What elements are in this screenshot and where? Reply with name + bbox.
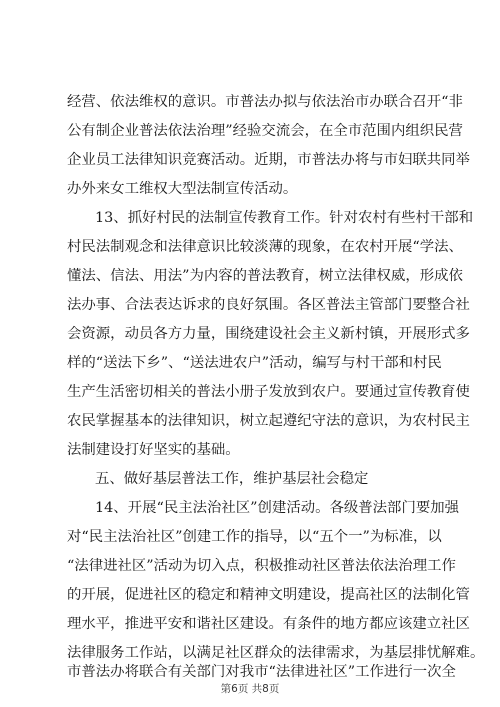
paragraph-line: 农民掌握基本的法律知识，树立起遵纪守法的意识，为农村民主	[67, 413, 470, 429]
paragraph-line: 经营、依法维权的意识。市普法办拟与依法治市办联合召开“非	[67, 94, 463, 110]
paragraph-line: 企业员工法律知识竞赛活动。近期，市普法办将与市妇联共同举	[67, 152, 470, 168]
paragraph-line: 懂法、信法、用法”为内容的普法教育，树立法律权威，形成依	[67, 268, 463, 284]
paragraph-line: 法制建设打好坚实的基础。	[67, 442, 240, 458]
paragraph-line: 对“民主法治社区”创建工作的指导，以“五个一”为标准，以	[67, 529, 442, 545]
paragraph-line: 办外来女工维权大型法制宣传活动。	[67, 181, 298, 197]
paragraph-line: 理水平，推进平安和谐社区建设。有条件的地方都应该建立社区	[67, 616, 470, 632]
paragraph-line: 公有制企业普法依法治理”经验交流会，在全市范围内组织民营	[67, 123, 463, 139]
section-heading: 五、做好基层普法工作，维护基层社会稳定	[95, 471, 369, 487]
paragraph-line: 13、抓好村民的法制宣传教育工作。针对农村有些村干部和	[95, 210, 474, 226]
paragraph-line: 生产生活密切相关的普法小册子发放到农户。要通过宣传教育使	[67, 384, 470, 400]
paragraph-line: “法律进社区”活动为切入点，积极推动社区普法依法治理工作	[67, 558, 456, 574]
paragraph-line: 法办事、合法表达诉求的良好氛围。各区普法主管部门要整合社	[67, 297, 470, 313]
paragraph-line: 市普法办将联合有关部门对我市“法律进社区”工作进行一次全	[67, 664, 456, 680]
paragraph-line: 会资源，动员各方力量，围绕建设社会主义新村镇，开展形式多	[67, 326, 470, 342]
paragraph-line: 法律服务工作站，以满足社区群众的法律需求，为基层排忧解难。	[67, 645, 485, 661]
paragraph-line: 的开展，促进社区的稳定和精神文明建设，提高社区的法制化管	[67, 587, 470, 603]
paragraph-line: 样的“送法下乡”、“送法进农户”活动，编写与村干部和村民	[67, 355, 442, 371]
paragraph-line: 村民法制观念和法律意识比较淡薄的现象，在农村开展“学法、	[67, 239, 463, 255]
paragraph-line: 14、开展“民主法治社区”创建活动。各级普法部门要加强	[95, 500, 460, 516]
page-footer: 第6页 共8页	[220, 683, 280, 695]
